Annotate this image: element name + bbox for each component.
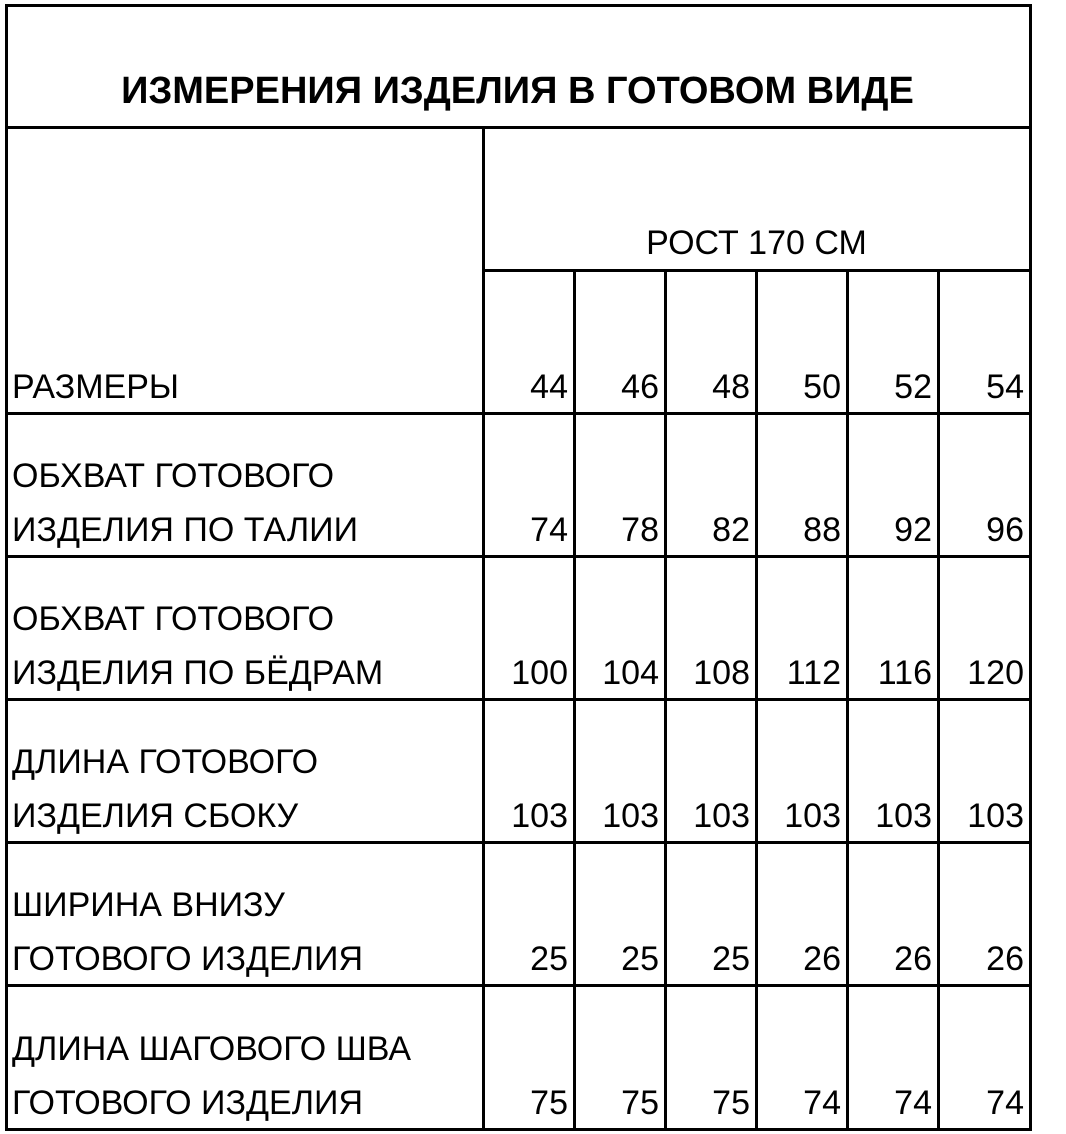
value-cell: 50 — [803, 368, 841, 406]
value-cell: 74 — [803, 1084, 841, 1122]
row-label-line1: ДЛИНА ГОТОВОГО — [12, 743, 319, 781]
value-cell: 46 — [621, 368, 659, 406]
value-cell: 103 — [967, 797, 1024, 835]
value-cell: 26 — [803, 940, 841, 978]
row-label-line2: ГОТОВОГО ИЗДЕЛИЯ — [12, 1084, 364, 1122]
label-column-divider — [482, 126, 485, 1131]
value-cell: 78 — [621, 511, 659, 549]
value-cell: 82 — [712, 511, 750, 549]
row-label-line1: ОБХВАТ ГОТОВОГО — [12, 600, 335, 638]
row-label-line1: ШИРИНА ВНИЗУ — [12, 886, 285, 924]
row-label-line1: ОБХВАТ ГОТОВОГО — [12, 457, 335, 495]
value-cell: 44 — [530, 368, 568, 406]
value-cell: 54 — [986, 368, 1024, 406]
row-label-line2: ГОТОВОГО ИЗДЕЛИЯ — [12, 940, 364, 978]
value-cell: 103 — [784, 797, 841, 835]
row-divider — [5, 555, 1032, 558]
value-cell: 74 — [986, 1084, 1024, 1122]
row-label-line2: ИЗДЕЛИЯ ПО БЁДРАМ — [12, 654, 384, 692]
row-label-line2: РАЗМЕРЫ — [12, 368, 180, 406]
value-cell: 120 — [967, 654, 1024, 692]
value-cell: 112 — [786, 654, 841, 692]
value-cell: 74 — [894, 1084, 932, 1122]
row-label-line2: ИЗДЕЛИЯ СБОКУ — [12, 797, 299, 835]
row-divider — [5, 841, 1032, 844]
value-cell: 25 — [621, 940, 659, 978]
row-divider — [5, 412, 1032, 415]
value-cell: 88 — [803, 511, 841, 549]
value-cell: 75 — [712, 1084, 750, 1122]
value-cell: 103 — [511, 797, 568, 835]
value-cell: 103 — [602, 797, 659, 835]
title-divider — [5, 126, 1032, 129]
value-cell: 75 — [621, 1084, 659, 1122]
value-cell: 25 — [530, 940, 568, 978]
value-cell: 25 — [712, 940, 750, 978]
value-cell: 96 — [986, 511, 1024, 549]
row-divider — [5, 698, 1032, 701]
value-cell: 92 — [894, 511, 932, 549]
row-divider — [5, 984, 1032, 987]
value-cell: 75 — [530, 1084, 568, 1122]
value-cell: 48 — [712, 368, 750, 406]
value-cell: 26 — [894, 940, 932, 978]
value-cell: 74 — [530, 511, 568, 549]
value-cell: 103 — [875, 797, 932, 835]
table-title: ИЗМЕРЕНИЯ ИЗДЕЛИЯ В ГОТОВОМ ВИДЕ — [121, 70, 914, 112]
value-cell: 116 — [877, 654, 932, 692]
height-label: РОСТ 170 СМ — [646, 224, 867, 262]
border-left — [5, 4, 8, 1131]
row-label-line1: ДЛИНА ШАГОВОГО ШВА — [12, 1030, 412, 1068]
border-right — [1029, 4, 1032, 1131]
value-cell: 104 — [602, 654, 659, 692]
value-cell: 100 — [511, 654, 568, 692]
value-cell: 103 — [693, 797, 750, 835]
border-top — [5, 4, 1032, 7]
value-cell: 26 — [986, 940, 1024, 978]
row-label-line2: ИЗДЕЛИЯ ПО ТАЛИИ — [12, 511, 359, 549]
value-cell: 52 — [894, 368, 932, 406]
border-bottom — [5, 1128, 1032, 1131]
value-cell: 108 — [693, 654, 750, 692]
